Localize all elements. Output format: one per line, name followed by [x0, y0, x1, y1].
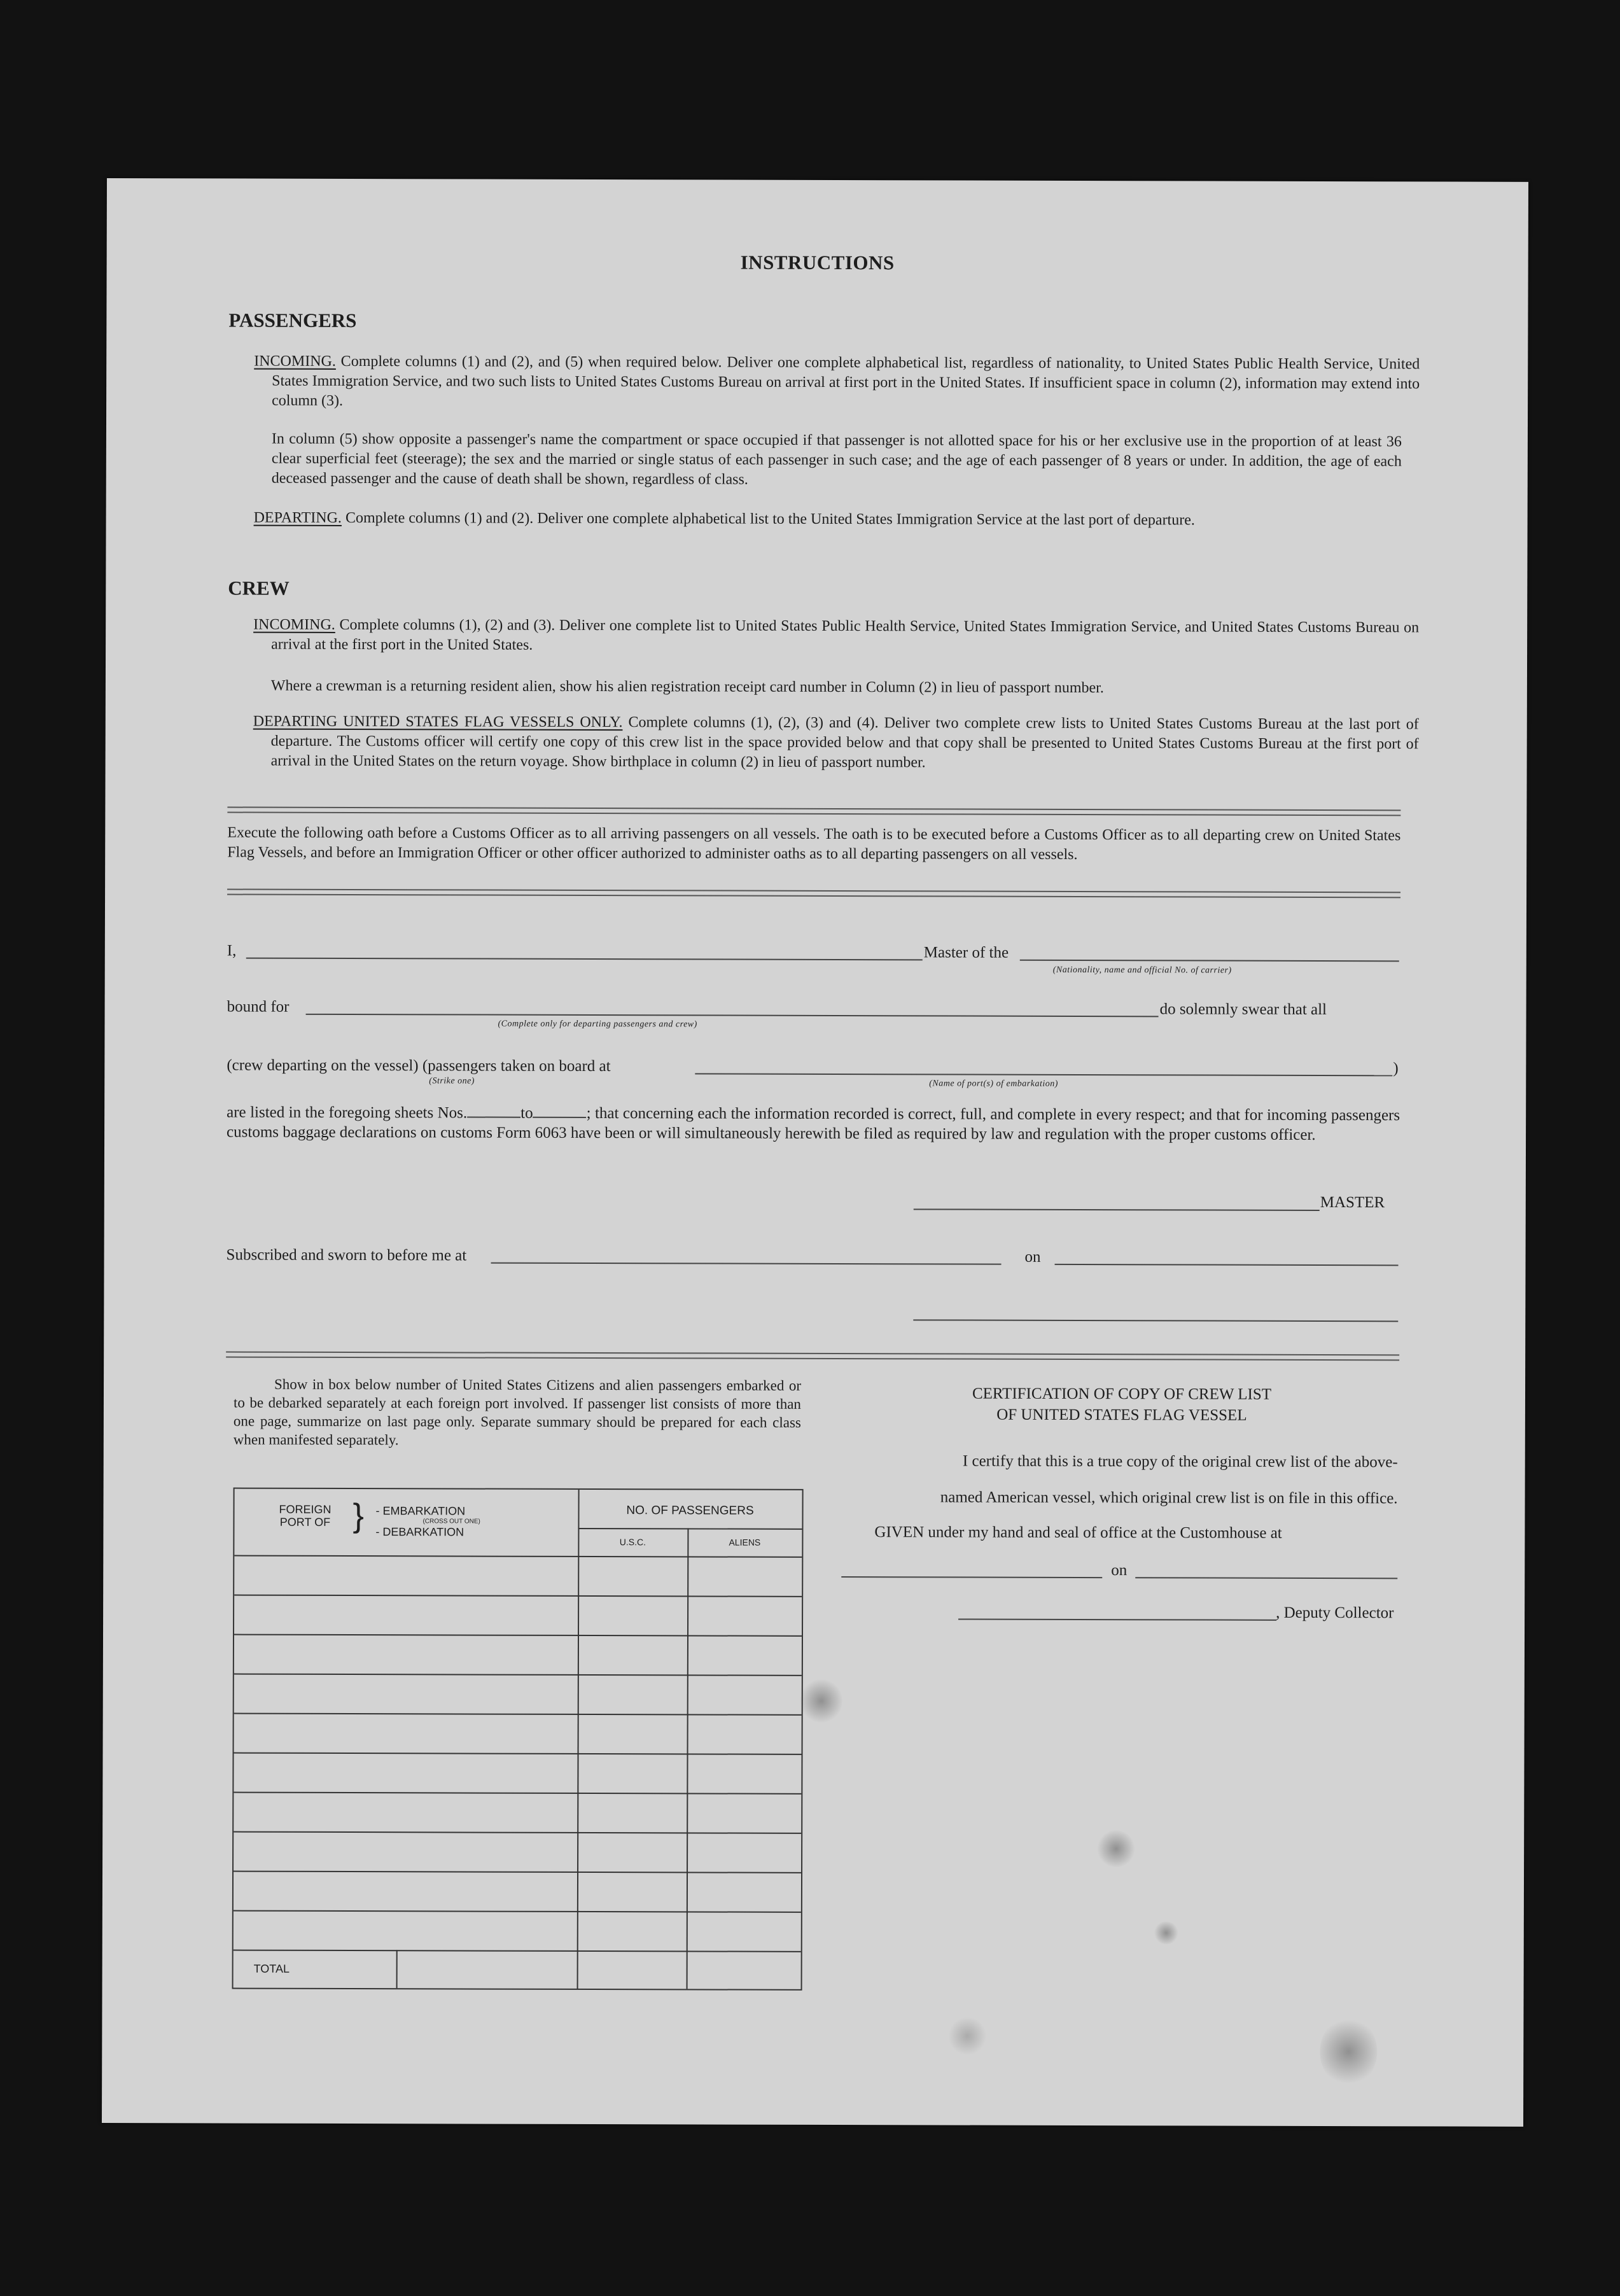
table-divider: [396, 1950, 398, 1988]
crew-departing-label: (crew departing on the vessel) (passengers taken on board at: [227, 1056, 611, 1075]
table-row[interactable]: [234, 1831, 801, 1834]
passengers-incoming-paragraph: [254, 352, 1420, 414]
close-paren: ): [1393, 1060, 1399, 1077]
crew-heading: CREW: [228, 577, 290, 599]
passengers-departing-lead: DEPARTING.: [253, 509, 342, 526]
document-page: [102, 178, 1528, 2127]
passengers-heading: PASSENGERS: [228, 309, 357, 332]
table-row[interactable]: [234, 1634, 802, 1637]
page-title: INSTRUCTIONS: [740, 251, 895, 274]
passenger-summary-table: [232, 1488, 804, 1991]
bound-for-field[interactable]: [306, 1014, 1159, 1018]
table-divider: [687, 1528, 689, 1989]
listed-prefix: are listed in the foregoing sheets Nos.: [227, 1103, 468, 1122]
certification-line3: GIVEN under my hand and seal of office at the Customhouse at: [874, 1523, 1282, 1542]
cross-out-label: (CROSS OUT ONE): [422, 1518, 480, 1525]
sheet-from-field[interactable]: [467, 1103, 520, 1117]
table-divider: [578, 1528, 802, 1530]
certification-title-line1: CERTIFICATION OF COPY OF CREW LIST: [972, 1385, 1272, 1403]
crew-incoming-lead: INCOMING.: [253, 616, 335, 633]
subscribed-on-label: on: [1024, 1248, 1041, 1266]
crew-departing-lead: DEPARTING UNITED STATES FLAG VESSELS ONLY.: [253, 713, 623, 731]
table-row[interactable]: [234, 1753, 802, 1755]
port-caption: (Name of port(s) of embarkation): [929, 1079, 1058, 1089]
certification-date-field[interactable]: [1135, 1577, 1397, 1579]
listed-text: ; that concerning each the information recorded is correct, full, and complete in every respect; and that for incoming passengers customs baggage declarations on customs Form 6063 have been or will simultaneously herewith be filed as required by law and regulation with the proper customs officer.: [227, 1104, 1400, 1144]
brace-icon: }: [353, 1497, 364, 1535]
swear-label: do solemnly swear that all: [1159, 1000, 1327, 1019]
carrier-caption: (Nationality, name and official No. of carrier): [1052, 965, 1232, 976]
carrier-field[interactable]: [1020, 960, 1399, 962]
stain: [800, 1678, 842, 1724]
oath-i-label: I,: [227, 942, 237, 960]
stain: [1320, 2017, 1377, 2087]
deputy-collector-signature-field[interactable]: [958, 1619, 1276, 1621]
bound-caption: (Complete only for departing passengers and crew): [498, 1019, 697, 1030]
certification-line2: named American vessel, which original crew list is on file in this office.: [940, 1488, 1398, 1508]
table-row[interactable]: [234, 1674, 802, 1676]
stain: [1096, 1830, 1136, 1867]
aliens-header: ALIENS: [729, 1537, 761, 1548]
sheet-to-field[interactable]: [533, 1104, 587, 1118]
to-label: to: [520, 1104, 533, 1122]
passengers-departing-text: Complete columns (1) and (2). Deliver one complete alphabetical list to the United States Immigration Service at the last port of departure.: [345, 509, 1195, 529]
foreign-port-header: FOREIGN PORT OF: [279, 1502, 332, 1529]
officer-signature-field[interactable]: [913, 1319, 1398, 1322]
crew-departing-paragraph: [253, 712, 1419, 774]
crew-incoming-text: Complete columns (1), (2) and (3). Deliver one complete list to United States Public Health Service, United States Immigration Service, and United States Customs Bureau on arrival at the first port in the United States.: [271, 616, 1420, 654]
table-row[interactable]: [234, 1871, 801, 1873]
subscribed-place-field[interactable]: [491, 1263, 1002, 1265]
crew-resident-paragraph: Where a crewman is a returning resident alien, show his alien registration receipt card number in Column (2) in lieu of passport number.: [270, 677, 1104, 697]
total-label: TOTAL: [253, 1962, 290, 1975]
customhouse-field[interactable]: [841, 1576, 1102, 1578]
bound-for-label: bound for: [227, 998, 290, 1016]
master-label: MASTER: [1320, 1193, 1385, 1212]
table-divider: [234, 1555, 802, 1558]
table-row[interactable]: [234, 1950, 801, 1952]
passengers-incoming-text: Complete columns (1) and (2), and (5) when required below. Deliver one complete alphabetical list, regardless of nationality, to United States Public Health Service, United States Immigration Service, and two such lists to United States Customs Bureau on arrival at first port in the United States. If insufficient space in column (2), information may extend into column (3).: [272, 353, 1420, 409]
usc-header: U.S.C.: [619, 1537, 646, 1548]
divider: [226, 1351, 1399, 1361]
stain: [948, 2017, 986, 2055]
subscribed-date-field[interactable]: [1055, 1264, 1399, 1266]
embarkation-label: - EMBARKATION: [375, 1504, 466, 1518]
no-of-passengers-header: NO. OF PASSENGERS: [626, 1504, 754, 1518]
certification-line1: I certify that this is a true copy of the original crew list of the above-: [962, 1452, 1398, 1471]
divider: [227, 806, 1400, 816]
passengers-incoming-lead: INCOMING.: [254, 353, 336, 370]
listed-paragraph: [227, 1102, 1400, 1145]
table-row[interactable]: [234, 1792, 801, 1795]
deputy-collector-label: , Deputy Collector: [1276, 1604, 1394, 1622]
crew-incoming-paragraph: [253, 615, 1419, 658]
table-row[interactable]: [234, 1595, 802, 1597]
passengers-column5-paragraph: In column (5) show opposite a passenger's name the compartment or space occupied if that passenger is not allotted space for his or her exclusive use in the proportion of at least 36 clear superficial feet (steerage); the sex and the married or single status of each passenger in such case; and the age of each passenger of 8 years or under. In addition, the age of each deceased passenger and the cause of death shall be shown, regardless of class.: [271, 430, 1402, 488]
certification-title-line2: OF UNITED STATES FLAG VESSEL: [996, 1406, 1247, 1424]
subscribed-label: Subscribed and sworn to before me at: [226, 1246, 467, 1264]
table-divider: [577, 1490, 580, 1989]
oath-instruction: Execute the following oath before a Customs Officer as to all arriving passengers on all vessels. The oath is to be executed before a Customs Officer as to all departing crew on United States Flag Vessels, and before an Immigration Officer or other officer authorized to administer oaths as to all departing passengers on all vessels.: [227, 824, 1401, 863]
master-name-field[interactable]: [246, 958, 923, 961]
table-row[interactable]: [234, 1910, 801, 1913]
summary-instruction: Show in box below number of United States Citizens and alien passengers embarked or to be debarked separately at each foreign port involved. If passenger list consists of more than one page, summarize on last page only. Separate summary should be prepared for each class when manifested separately.: [233, 1376, 802, 1448]
master-signature-field[interactable]: [914, 1208, 1320, 1211]
passengers-departing-paragraph: [254, 508, 1420, 531]
stain: [1154, 1921, 1179, 1944]
port-embarkation-field[interactable]: [695, 1073, 1392, 1076]
table-row[interactable]: [234, 1713, 802, 1716]
master-of-label: Master of the: [923, 944, 1009, 962]
strike-caption: (Strike one): [429, 1076, 475, 1086]
divider: [227, 888, 1400, 898]
crew-departing-text: Complete columns (1), (2), (3) and (4). Deliver two complete crew lists to United States Customs Bureau at the last port of departure. The Customs officer will certify one copy of this crew list in the space provided below and that copy shall be presented to United States Customs Bureau at the first port of arrival in the United States on the return voyage. Show birthplace in column (2) in lieu of passport number.: [270, 714, 1419, 771]
debarkation-label: - DEBARKATION: [375, 1525, 464, 1539]
certification-on-label: on: [1111, 1562, 1128, 1579]
